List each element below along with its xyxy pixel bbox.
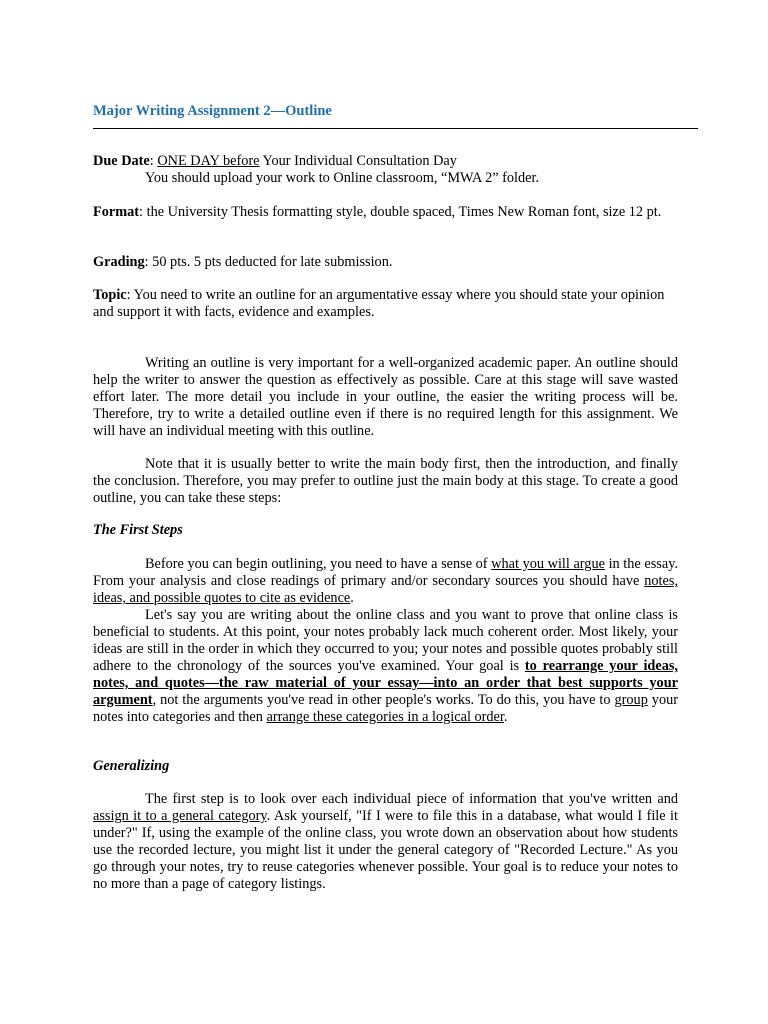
arrange-categories: arrange these categories in a logical order <box>266 709 504 725</box>
generalizing-section <box>93 791 678 893</box>
due-date-colon: : <box>149 153 158 169</box>
topic-text: : You need to write an outline for an argumentative essay where you should state your opinion and support it with facts, evidence and examples. <box>93 287 665 320</box>
generalizing-heading: Generalizing <box>93 758 170 774</box>
due-date-underlined: ONE DAY before <box>157 153 260 169</box>
topic-label: Topic <box>93 287 127 303</box>
title-rule <box>93 128 698 129</box>
due-date-section <box>93 153 678 187</box>
first-steps-section <box>93 556 678 726</box>
due-date-rest: Your Individual Consultation Day <box>259 153 457 169</box>
notes-ideas-quotes: notes, ideas, and possible quotes to cite as evidence <box>93 573 678 606</box>
group-word: group <box>614 692 648 708</box>
due-date-upload-note: You should upload your work to Online classroom, “MWA 2” folder. <box>145 170 540 186</box>
topic-section <box>93 287 678 321</box>
assign-general-category: assign it to a general category <box>93 808 267 824</box>
due-date-line <box>93 153 678 170</box>
format-label: Format <box>93 204 140 220</box>
outline-importance-paragraph: Writing an outline is very important for a well-organized academic paper. An outline should help the writer to answer the question as effectively as possible. Care at this stage will save wasted effort later. The more detail you include in your outline, the easier the writing process will be. Therefore, try to write a detailed outline even if there is no required length for this assignment. We will have an individual meeting with this outline. <box>93 355 678 439</box>
grading-section <box>93 254 678 271</box>
first-steps-heading: The First Steps <box>93 522 183 538</box>
what-you-will-argue: what you will argue <box>491 556 605 572</box>
grading-label: Grading <box>93 254 145 270</box>
first-steps-paragraph-2: Let's say you are writing about the online class and you want to prove that online class is beneficial to students. At this point, your notes probably lack much coherent order. Most likely, your ideas are still in the order in which they occurred to you; your notes and possible quotes probably still adhere to the chronology of the sources you've examined. Your goal is to rearrange your ideas, notes, and quotes—the raw material of your essay—into an order that best supports your argument, not the arguments you've read in other people's works. To do this, you have to group your notes into categories and then arrange these categories in a logical order. <box>93 607 679 725</box>
due-date-label: Due Date <box>93 153 150 169</box>
first-steps-paragraph-1: Before you can begin outlining, you need to have a sense of what you will argue in the essay. From your analysis and close readings of primary and/or secondary sources you should have notes, ideas, and possible quotes to cite as evidence. <box>93 556 678 606</box>
generalizing-paragraph: The first step is to look over each individual piece of information that you've written and assign it to a general category. Ask yourself, "If I were to file this in a database, what would I file it under?" If, using the example of the online class, you wrote down an observation about how students use the recorded lecture, you might list it under the general category of "Recorded Lecture." As you go through your notes, try to reuse categories whenever possible. Your goal is to reduce your notes to no more than a page of category listings. <box>93 791 679 892</box>
rearrange-goal: to rearrange your ideas, notes, and quotes—the raw material of your essay—into an order that best supports your argument <box>93 658 678 708</box>
grading-text: : 50 pts. 5 pts deducted for late submission. <box>144 254 393 270</box>
format-section <box>93 204 678 221</box>
document-title: Major Writing Assignment 2—Outline <box>93 103 332 119</box>
main-body-first-paragraph: Note that it is usually better to write the main body first, then the introduction, and finally the conclusion. Therefore, you may prefer to outline just the main body at this stage. To create a good outline, you can take these steps: <box>93 456 678 506</box>
format-text: : the University Thesis formatting style, double spaced, Times New Roman font, size 12 pt. <box>139 204 662 220</box>
